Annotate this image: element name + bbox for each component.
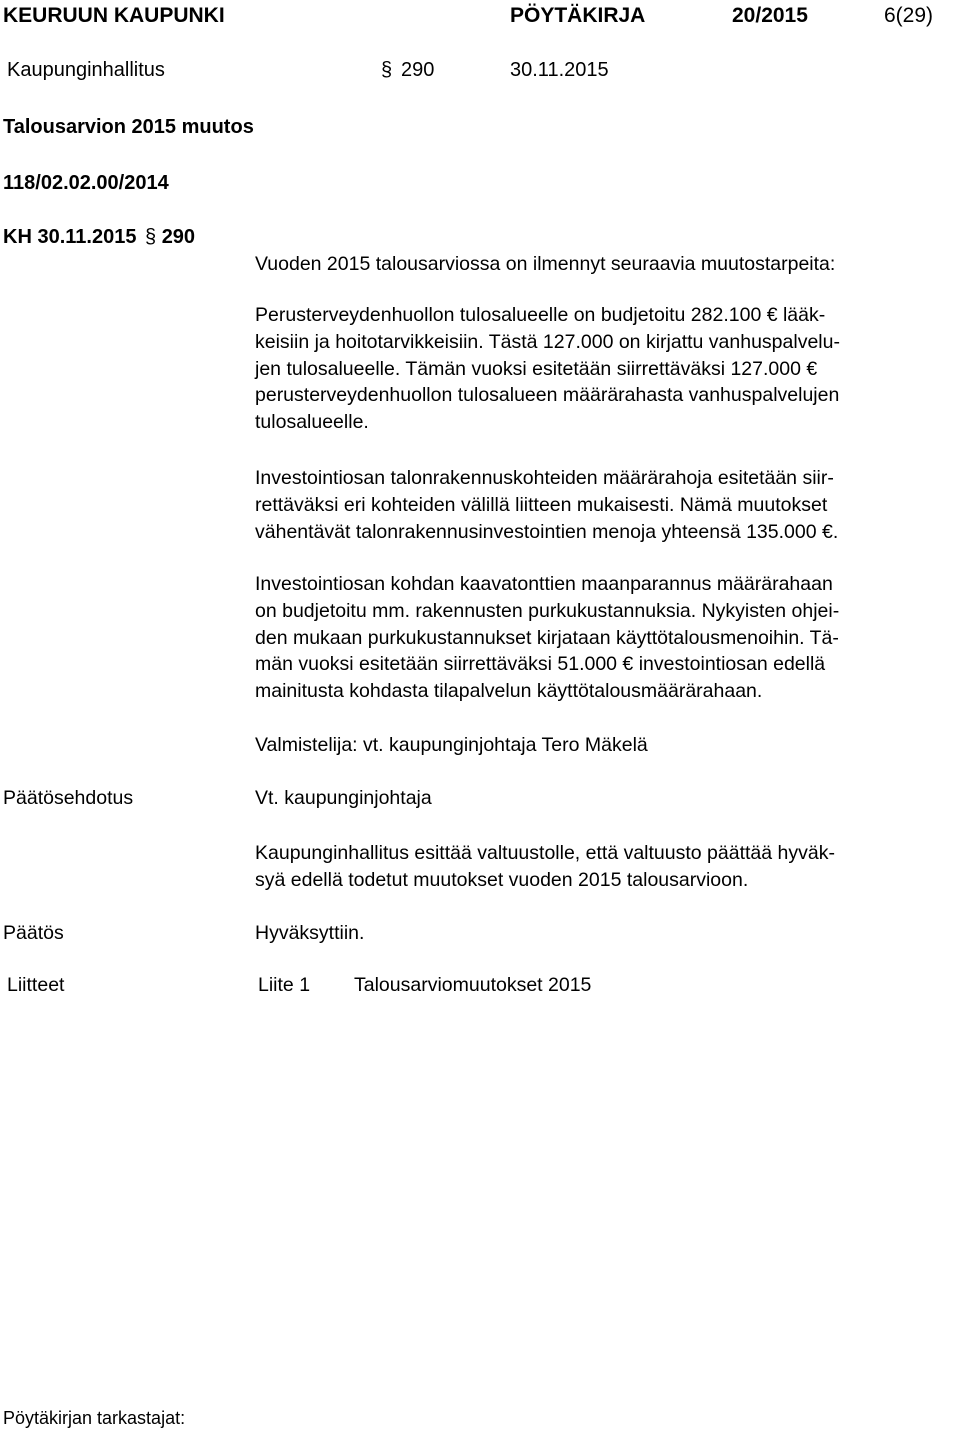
meeting-body: Kaupunginhallitus: [7, 59, 165, 81]
paragraph-line: Perusterveydenhuollon tulosalueelle on budjetoitu 282.100 € lääk-: [255, 304, 826, 326]
attachment-id: Liite 1: [258, 974, 311, 996]
paragraph-line: vähentävät talonrakennusinvestointien menoja yhteensä 135.000 €.: [255, 520, 839, 543]
preparer: Valmistelija: vt. kaupunginjohtaja Tero Mäkelä: [255, 734, 648, 756]
proposer: Vt. kaupunginjohtaja: [255, 787, 432, 809]
attachments-label: Liitteet: [7, 974, 65, 996]
proposal-label: Päätösehdotus: [3, 787, 134, 809]
document-type: PÖYTÄKIRJA: [510, 4, 646, 27]
reference-section-symbol: §: [145, 226, 157, 248]
decision-text: Hyväksyttiin.: [255, 922, 365, 944]
paragraph-line: perusterveydenhuollon tulosalueen määrärahasta vanhuspalvelujen: [255, 384, 840, 407]
paragraph-line: jen tulosalueelle. Tämän vuoksi esitetään siirrettäväksi 127.000 €: [255, 357, 818, 380]
intro-text: Vuoden 2015 talousarviossa on ilmennyt seuraavia muutostarpeita:: [255, 253, 836, 275]
paragraph-line: Kaupunginhallitus esittää valtuustolle, että valtuusto päättää hyväk-: [255, 842, 835, 864]
paragraph-line: Investointiosan kohdan kaavatonttien maanparannus määrärahaan: [255, 573, 833, 595]
page-number: 6(29): [884, 4, 934, 27]
paragraph-line: keisiin ja hoitotarvikkeisiin. Tästä 127.000 on kirjattu vanhuspalvelu-: [255, 330, 840, 353]
paragraph-line: tulosalueelle.: [255, 411, 369, 434]
paragraph-line: Investointiosan talonrakennuskohteiden määrärahoja esitetään siir-: [255, 467, 834, 489]
item-title: Talousarvion 2015 muutos: [3, 116, 254, 138]
paragraph-3: [255, 571, 955, 705]
reference: [3, 224, 195, 250]
attachment-name: Talousarviomuutokset 2015: [354, 974, 592, 996]
section-symbol: §: [381, 59, 393, 81]
document-number: 20/2015: [732, 4, 808, 27]
decision-label: Päätös: [3, 922, 64, 944]
section-number: 290: [401, 59, 435, 81]
paragraph-line: syä edellä todetut muutokset vuoden 2015 talousarvioon.: [255, 868, 749, 891]
organization-name: KEURUUN KAUPUNKI: [3, 4, 225, 27]
paragraph-1: [255, 302, 955, 436]
meeting-date: 30.11.2015: [510, 59, 609, 81]
paragraph-line: rettäväksi eri kohteiden välillä liitteen mukaisesti. Nämä muutokset: [255, 493, 828, 516]
reviewers-label: Pöytäkirjan tarkastajat:: [3, 1408, 186, 1428]
paragraph-line: on budjetoitu mm. rakennusten purkukustannuksia. Nykyisten ohjei-: [255, 599, 840, 622]
reference-date: KH 30.11.2015: [3, 226, 137, 248]
paragraph-line: mainitusta kohdasta tilapalvelun käyttötalousmäärärahaan.: [255, 680, 763, 703]
record-id: 118/02.02.00/2014: [3, 172, 169, 194]
paragraph-line: den mukaan purkukustannukset kirjataan käyttötalousmenoihin. Tä-: [255, 626, 839, 649]
paragraph-2: [255, 465, 955, 545]
proposal-text: [255, 840, 955, 894]
paragraph-line: män vuoksi esitetään siirrettäväksi 51.000 € investointiosan edellä: [255, 653, 826, 676]
reference-section-number: 290: [161, 226, 196, 248]
